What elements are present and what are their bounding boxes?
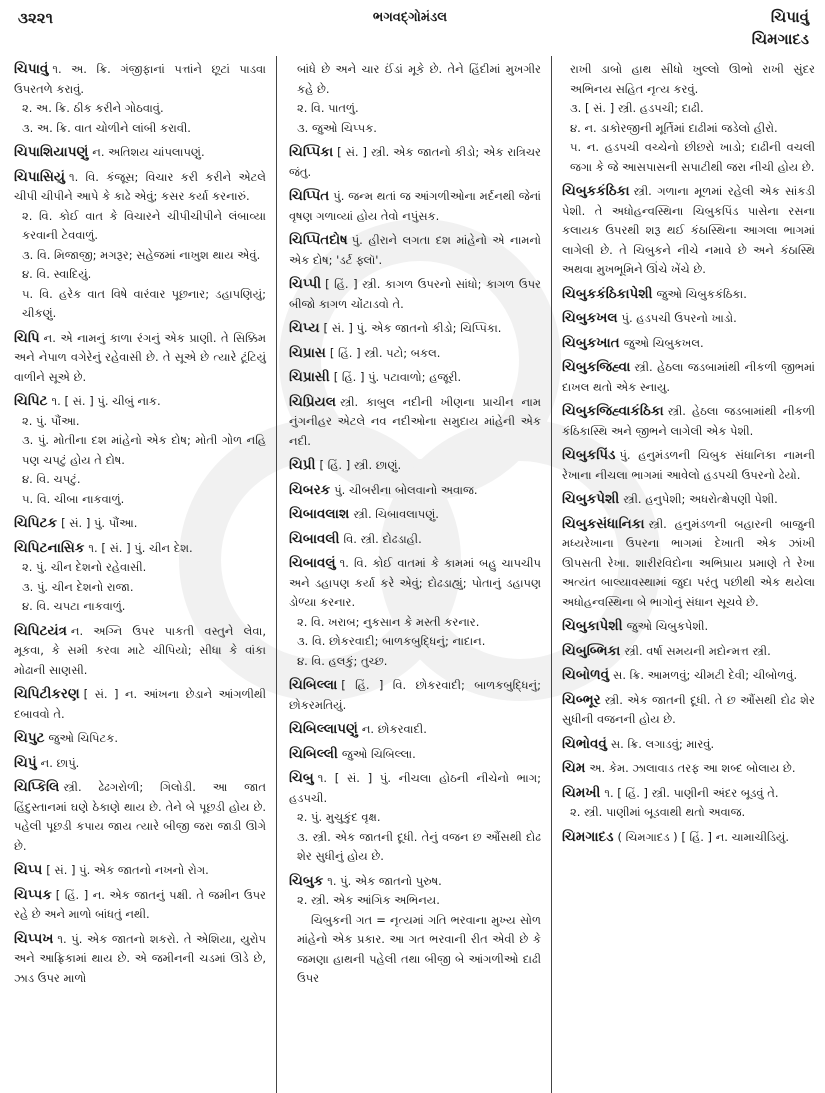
sense-line: ૪. વિ. હલકું; તુચ્છ. xyxy=(297,653,388,668)
headword: ચિબુકકંઠિકા xyxy=(562,183,630,199)
sense-line: ૨. પું. પૌંઆ. xyxy=(22,413,80,428)
headword: ચિમગાદડ xyxy=(562,828,614,845)
dictionary-entry xyxy=(562,691,815,730)
headword: ચિપ્રી xyxy=(289,457,316,473)
headword: ચિપ્પ xyxy=(14,862,43,878)
headword: ચિપિટક xyxy=(14,515,58,531)
definition: સ. ક્રિ. લગાડવું; મારવું. xyxy=(610,736,715,751)
definition: પું. જન્મ થતાં જ આંગળીઓના મર્દનથી જેનાં વૃષણ ગળાવ્યાં હોય તેવો નપુંસક. xyxy=(289,189,541,223)
headword: ચિપ્પી xyxy=(289,276,322,292)
dictionary-entry xyxy=(14,861,266,881)
dictionary-entry xyxy=(562,735,815,755)
definition: સ્ત્રી. હનુપેશી; અધરોત્ક્ષેપણી પેશી. xyxy=(623,492,778,506)
dictionary-entry xyxy=(14,168,266,324)
definition: ૧. વિ. કોઈ વાતમાં કે કામમાં બહુ ચાપચીપ અને ડહાપણ કર્યા કરે એવું; દોઢડાહ્યું; પોતાનું ડહાપણ ડોળ્યા કરનાર. xyxy=(289,556,541,609)
headword: ચિપિ xyxy=(14,329,40,346)
definition: રાખી ડાબો હાથ સીધો ખુલ્લો ઊભો રાખી સુંદર અભિનય સહિત નૃત્ય કરવું. xyxy=(570,62,815,96)
sense-line: ૨. સ્ત્રી. એક આંગિક અભિનય. xyxy=(297,893,440,907)
definition: જુઓ ચિપિટક. xyxy=(48,731,118,745)
definition: સ્ત્રી. કાબુલ નદીની ખીણના પ્રાચીન નામ નુંગનીહર એટલે નવ નદીઓના સમુદાય માંહેની એક નદી. xyxy=(289,394,541,448)
page-number: ૩૨૨૧ xyxy=(18,9,53,27)
definition: [ હિં. ] ન. એક જાતનું પક્ષી. તે જમીન ઉપર રહે છે અને માળો બાંધતું નથી. xyxy=(14,887,266,921)
dictionary-entry xyxy=(289,481,541,501)
dictionary-entry xyxy=(562,759,815,779)
dictionary-entry xyxy=(289,554,541,671)
sense-line: ૫. વિ. હરેક વાત વિષે વારંવાર પૂછનાર; ડહાપણિયું; ચીકણું. xyxy=(22,286,266,320)
headword: ચિમ xyxy=(562,760,586,776)
sense-line: ૫. ન. હડપચી વચ્ચેનો છીછરો ખાડો; દાઢીની વચલી જગા કે જે આસપાસની સપાટીથી જરા નીચી હોય છે. xyxy=(570,140,815,174)
headword: ચિબુકકંઠિકાપેશી xyxy=(562,285,653,302)
dictionary-entry xyxy=(562,334,815,354)
page-header xyxy=(0,0,825,56)
definition: ( ચિમગાદડ ) [ હિં. ] ન. ચામાચીડિયું. xyxy=(617,829,790,844)
dictionary-entry xyxy=(562,285,815,305)
sense-line: ૪. ન. ડાકોરજીની મૂર્તિમાં દાઢીમાં જડેલો હીરો. xyxy=(570,120,778,135)
sense-line: ૨. સ્ત્રી. પાણીમાં બૂડવાથી થતો અવાજ. xyxy=(570,805,746,819)
dictionary-entry xyxy=(562,402,815,441)
headword: ચિપ્પિકા xyxy=(289,144,334,160)
definition: જુઓ ચિબિલ્લા. xyxy=(341,746,416,761)
dictionary-entry xyxy=(14,143,266,163)
dictionary-entry xyxy=(14,685,266,724)
definition: જુઓ ચિબુકકંઠિકા. xyxy=(656,286,747,301)
dictionary-entry xyxy=(562,666,815,686)
definition: પું. હડપચી ઉપરનો ખાડો. xyxy=(621,311,737,325)
headword: ચિપિટયંત્ર xyxy=(14,622,67,639)
headword: ચિપ્કિલિ xyxy=(14,779,60,795)
headword: ચિપ્પખ xyxy=(14,930,54,947)
dictionary-entry xyxy=(562,446,815,485)
dictionary-entry xyxy=(14,329,266,388)
sense-line: ૪. વિ. સ્વાદિયું. xyxy=(22,267,92,281)
headword: ચિપ્રાસી xyxy=(289,369,330,385)
dictionary-entry xyxy=(562,828,815,848)
dictionary-entry xyxy=(14,622,266,681)
headword: ચિપિટ xyxy=(14,393,48,409)
sense-line: ૪. વિ. ચપટા નાકવાળું. xyxy=(22,599,126,613)
definition: ન. છાપું. xyxy=(40,755,80,770)
dictionary-entry xyxy=(14,539,266,617)
dictionary-entry xyxy=(562,309,815,329)
dictionary-entry xyxy=(289,60,541,138)
dictionary-entry xyxy=(289,231,541,270)
dictionary-entry xyxy=(562,182,815,280)
dictionary-entry xyxy=(289,720,541,740)
dictionary-entry xyxy=(289,872,541,989)
definition: પું. હનુમંડળની ચિબુક સંધાનિકા નામની રેખાના નીચલા ભાગમાં આવેલો હડપચી ઉપરનો ઢેયો. xyxy=(562,448,815,482)
definition: સ્ત્રી. હનુમંડળની બહારની બાજુની મધ્યરેખાના ઉપરના ભાગમાં દેખાતી એક ઝાંખી ઊપસતી રેખા. શારીરવિદોના અભિપ્રાય પ્રમાણે તે રેખા અત્યંત બાલ્યાવસ્થામાં જુદા પરંતુ પછીથી એક થયેલા અધોહન્વસ્થિના બે ભાગોનું સંધાન સૂચવે છે. xyxy=(562,516,815,609)
headword: ચિબુકજિહ્વા xyxy=(562,359,631,375)
sense-line: ૩. વિ. છોકરવાદી; બાળકબુદ્ધિનું; નાદાન. xyxy=(297,634,486,648)
definition: [ હિં. ] સ્ત્રી. પટો; બકલ. xyxy=(329,345,441,360)
definition: સ્ત્રી. હેઠલા જડબામાંથી નીકળી જીભમાં દાખલ થતો એક સ્નાયુ. xyxy=(562,360,815,394)
definition: સ્ત્રી. ચિબાવલાપણું. xyxy=(353,507,439,521)
definition: [ સં. ] પું. એક જાતનો કીડો; ચિપ્પિકા. xyxy=(323,321,502,335)
dictionary-entry xyxy=(289,745,541,765)
headword: ચિબુકખાત xyxy=(562,334,620,351)
dictionary-entry xyxy=(289,319,541,339)
definition: ન. છોકરવાદી. xyxy=(361,722,427,736)
definition: [ સં. ] પું. એક જાતનો નખનો રોગ. xyxy=(46,863,209,877)
headword: ચિબુ xyxy=(289,770,314,786)
headword: ચિપ્ય xyxy=(289,320,320,336)
definition: ૧. [ હિં. ] સ્ત્રી. પાણીની અંદર બૂડવું તે. xyxy=(604,785,779,800)
headword: ચિપુટ xyxy=(14,730,45,746)
definition: પું. હીરાને લગતા દશ માંહેનો એ નામનો એક દોષ; 'ડર્ટ ફ્લૉ'. xyxy=(289,233,541,267)
dictionary-entry xyxy=(289,344,541,364)
dictionary-entry xyxy=(14,392,266,509)
sense-line: ૩. [ સં. ] સ્ત્રી. હડપચી; દાઢી. xyxy=(570,101,704,115)
headword: ચિબાવલાશ xyxy=(289,506,350,522)
definition: સ. ક્રિ. આમળવું; ચીમટી દેવી; ચીબોળવું. xyxy=(613,668,798,682)
headword: ચિબુકપેશી xyxy=(562,491,620,507)
headword: ચિબુકપિંડ xyxy=(562,447,616,463)
headword: ચિબ્ભૂર xyxy=(562,691,601,708)
dictionary-entry xyxy=(562,60,815,177)
headword: ચિબાવલું xyxy=(289,555,336,571)
dictionary-entry xyxy=(14,60,266,138)
definition: ન. અતિશય ચાંપલાપણું. xyxy=(92,145,205,159)
dictionary-entry xyxy=(562,515,815,613)
definition: [ હિં. ] સ્ત્રી. છાણું. xyxy=(319,458,402,472)
definition: ૧. [ સં. ] પું. ચીન દેશ. xyxy=(88,540,193,555)
sense-line: ૨. પું. મુચુકુંદ વૃક્ષ. xyxy=(297,810,381,824)
dictionary-entry xyxy=(289,143,541,182)
definition: [ હિં. ] પું. પટાવાળો; હજૂરી. xyxy=(333,370,462,384)
sense-line: ૩. વિ. મિજાજી; મગરૂર; સહેજમાં નાખુશ થાય એવું. xyxy=(22,247,261,262)
definition: સ્ત્રી. ઢેઢગરોળી; ગિલોડી. આ જાત હિંદુસ્તાનમાં ઘણે ઠેકાણે થાય છે. તેને બે પૂછડી હોય છે. પહેલી પૂછડી કપાય જાય ત્યારે બીજી જરા જાડી ઊગે છે. xyxy=(14,780,266,853)
headword: ચિબરક xyxy=(289,481,331,498)
headword: ચિપ્પક xyxy=(14,886,52,903)
column-3 xyxy=(551,56,825,1093)
dictionary-entry xyxy=(289,676,541,715)
sense-line: ૩. સ્ત્રી. એક જાતની દૂધી. તેનું વજન છ ઔંસથી દોઢ શેર સુધીનું હોય છે. xyxy=(297,829,541,863)
dictionary-entry xyxy=(14,886,266,925)
headword: ચિભોવવું xyxy=(562,735,607,752)
dictionary-entry xyxy=(289,187,541,226)
definition: સ્ત્રી. ગળાના મૂળમાં રહેલી એક સાંકડી પેશી. તે અધોહન્વસ્થિના ચિબુકપિંડ પાસેના રસના કલાયક ઉપરથી શરૂ થઈ કંઠાસ્થિના આગલા ભાગમાં લાગેલી છે. તે ચિબુકને નીચે નમાવે છે અને કંઠાસ્થિ અથવા મુખભૂમિને ઊંચે ખેંચે છે. xyxy=(562,184,815,276)
definition: પું. ચીબરીના બોલવાનો અવાજ. xyxy=(334,482,478,497)
dictionary-entry xyxy=(289,393,541,452)
definition: સ્ત્રી. હેઠલા જડબામાંથી નીકળી કંઠિકાસ્થિ અને જીભને લાગેલી એક પેશી. xyxy=(562,404,815,438)
definition: ૧. વિ. કંજૂસ; વિચાર કરી કરીને એટલે ચીપી ચીપીને આપે કે કાઢે એવું; કસર કર્યા કરનારું. xyxy=(14,169,266,203)
definition: બાંધે છે અને ચાર ઈંડાં મૂકે છે. તેને હિંદીમાં મુખગીર કહે છે. xyxy=(297,62,541,96)
dictionary-entry xyxy=(14,754,266,774)
headword: ચિબિલ્લા xyxy=(289,677,338,693)
dictionary-entry xyxy=(289,530,541,550)
dictionary-entry xyxy=(289,769,541,867)
headword: ચિપાસિયું xyxy=(14,168,65,185)
definition: ૧. પું. એક જાતનો પુરુષ. xyxy=(327,873,442,888)
dictionary-entry xyxy=(289,505,541,525)
sense-line: ૨. વિ. ખરાબ; નુકસાન કે મસ્તી કરનાર. xyxy=(297,614,480,629)
column-2 xyxy=(276,56,551,1093)
dictionary-columns xyxy=(0,56,825,1093)
dictionary-entry xyxy=(14,930,266,989)
sense-line: ૪. વિ. ચપટું. xyxy=(22,472,81,486)
running-title: ભગવદ્ગોમંડલ xyxy=(372,10,448,25)
headword: ચિપાશિયાપણું xyxy=(14,144,89,160)
headword: ચિબુબ્ભિકા xyxy=(562,642,621,659)
dictionary-entry xyxy=(14,778,266,856)
dictionary-entry xyxy=(289,275,541,314)
sense-line: ૨. અ. ક્રિ. ઠીક કરીને ગોઠવાવું. xyxy=(22,101,164,115)
headword: ચિબુકજિહ્વાકંઠિકા xyxy=(562,403,664,419)
headword: ચિબિલ્લી xyxy=(289,745,338,762)
dictionary-entry xyxy=(562,642,815,662)
sense-line: ૩. અ. ક્રિ. વાત ચોળીને લાંબી કરાવી. xyxy=(22,120,191,135)
dictionary-entry xyxy=(289,456,541,476)
headword: ચિપિટનાસિક xyxy=(14,539,85,556)
headword: ચિબુકાપેશી xyxy=(562,618,623,634)
definition: ન. અગ્નિ ઉપર પાકતી વસ્તુને લેવા, મૂકવા, કે સમી કરવા માટે ચીપિયો; સીધા કે વાંકા મોઢાની સાણસી. xyxy=(14,623,266,677)
definition: અ. કેમ. ઝાલાવાડ તરફ આ શબ્દ બોલાય છે. xyxy=(589,761,796,775)
headword: ચિબુક xyxy=(289,872,324,889)
headword: ચિપ્પિત xyxy=(289,188,330,204)
definition: [ હિં. ] સ્ત્રી. કાગળ ઉપરનો સાંધો; કાગળ ઉપર બીજો કાગળ ચોંટાડવો તે. xyxy=(289,277,541,311)
dictionary-entry xyxy=(289,368,541,388)
sense-line: ૨. પું. ચીન દેશનો રહેવાસી. xyxy=(22,560,147,574)
headword: ચિપ્રાસ xyxy=(289,344,326,361)
definition: [ હિં. ] વિ. છોકરવાદી; બાળકબુદ્ધિનું; છોકરમતિયું. xyxy=(289,678,541,712)
dictionary-entry xyxy=(562,617,815,637)
headword: ચિપ્રિયલ xyxy=(289,393,336,410)
sense-line: ૩. જુઓ ચિપ્પક. xyxy=(297,120,377,135)
definition: સ્ત્રી. વર્ષા સમયની મદોન્મત્ત સ્ત્રી. xyxy=(624,643,771,658)
definition: ૧. [ સં. ] પું. નીચલા હોઠની નીચેનો ભાગ; હડપચી. xyxy=(289,771,541,805)
definition: ૧. [ સં. ] પું. ચીબું નાક. xyxy=(51,394,161,408)
dictionary-entry xyxy=(562,784,815,823)
usage-note: ચિબુકની ગત = નૃત્યમાં ગતિ ભરવાના મુખ્ય સોળ માંહેનો એક પ્રકાર. આ ગત ભરવાની રીત એવી છે કે જમણા હાથની પહેલી તથા બીજી બે આંગળીઓ દાઢી ઉપર xyxy=(297,912,541,985)
dictionary-entry xyxy=(14,729,266,749)
dictionary-entry xyxy=(562,490,815,510)
guide-word-first: ચિપાવું xyxy=(770,8,809,26)
definition: જુઓ ચિબુકખલ. xyxy=(623,335,704,350)
headword: ચિબાવલી xyxy=(289,530,340,547)
definition: સ્ત્રી. એક જાતની દૂધી. તે છ ઔંસથી દોઢ શેર સુધીની વજનની હોય છે. xyxy=(562,692,815,726)
headword: ચિબોળવું xyxy=(562,667,610,683)
headword: ચિપાવું xyxy=(14,61,49,77)
definition: ન. એ નામનું કાળા રંગનું એક પ્રાણી. તે સિક્કિમ અને નેપાળ વગેરેનું રહેવાસી છે. તે સૂએ છે ત્યારે ટૂંટિયું વાળીને સૂએ છે. xyxy=(14,330,266,384)
definition: ૧. અ. ક્રિ. ગંજીફાનાં પત્તાંને છૂટાં પાડવા ઉપરતળે કરાવું. xyxy=(14,62,266,96)
headword: ચિબિલ્લાપણું xyxy=(289,721,358,737)
definition: [ સં. ] ન. આંખના છેડાને આંગળીથી દબાવવો તે. xyxy=(14,687,266,721)
guide-word-last: ચિમગાદડ xyxy=(751,30,809,48)
definition: [ સં. ] પું. પૌંઆ. xyxy=(61,516,138,530)
column-1 xyxy=(0,56,276,1093)
definition: ૧. પું. એક જાતનો શકરો. તે એશિયા, યુરોપ અને આફ્રિકામાં થાય છે. એ જમીનની ચડમાં ઊડે છે, ઝાડ ઉપર માળો xyxy=(14,931,266,985)
sense-line: ૨. વિ. પાતળું. xyxy=(297,101,359,115)
headword: ચિપિટીકરણ xyxy=(14,686,80,702)
dictionary-entry xyxy=(14,514,266,534)
definition: [ સં. ] સ્ત્રી. એક જાતનો કીડો; એક રાત્રિચર જંતુ. xyxy=(289,145,541,179)
dictionary-entry xyxy=(562,358,815,397)
headword: ચિપ્પિતદોષ xyxy=(289,232,348,248)
definition: જુઓ ચિબુકપેશી. xyxy=(626,619,709,633)
headword: ચિબુકસંધાનિકા xyxy=(562,515,645,532)
sense-line: ૨. વિ. કોઈ વાત કે વિચારને ચીપીચીપીને લંબાવ્યા કરવાની ટેવવાળું. xyxy=(22,208,266,242)
headword: ચિબુકખલ xyxy=(562,310,618,326)
headword: ચિપું xyxy=(14,754,37,771)
sense-line: ૩. પું. મોતીના દશ માંહેનો એક દોષ; મોતી ગોળ નહિ પણ ચપટું હોય તે દોષ. xyxy=(22,433,266,467)
sense-line: ૩. પું. ચીન દેશનો રાજા. xyxy=(22,579,134,594)
headword: ચિમખી xyxy=(562,784,601,801)
sense-line: ૫. વિ. ચીબા નાકવાળું. xyxy=(22,491,125,506)
definition: વિ. સ્ત્રી. દોઢડાહી. xyxy=(343,531,422,546)
